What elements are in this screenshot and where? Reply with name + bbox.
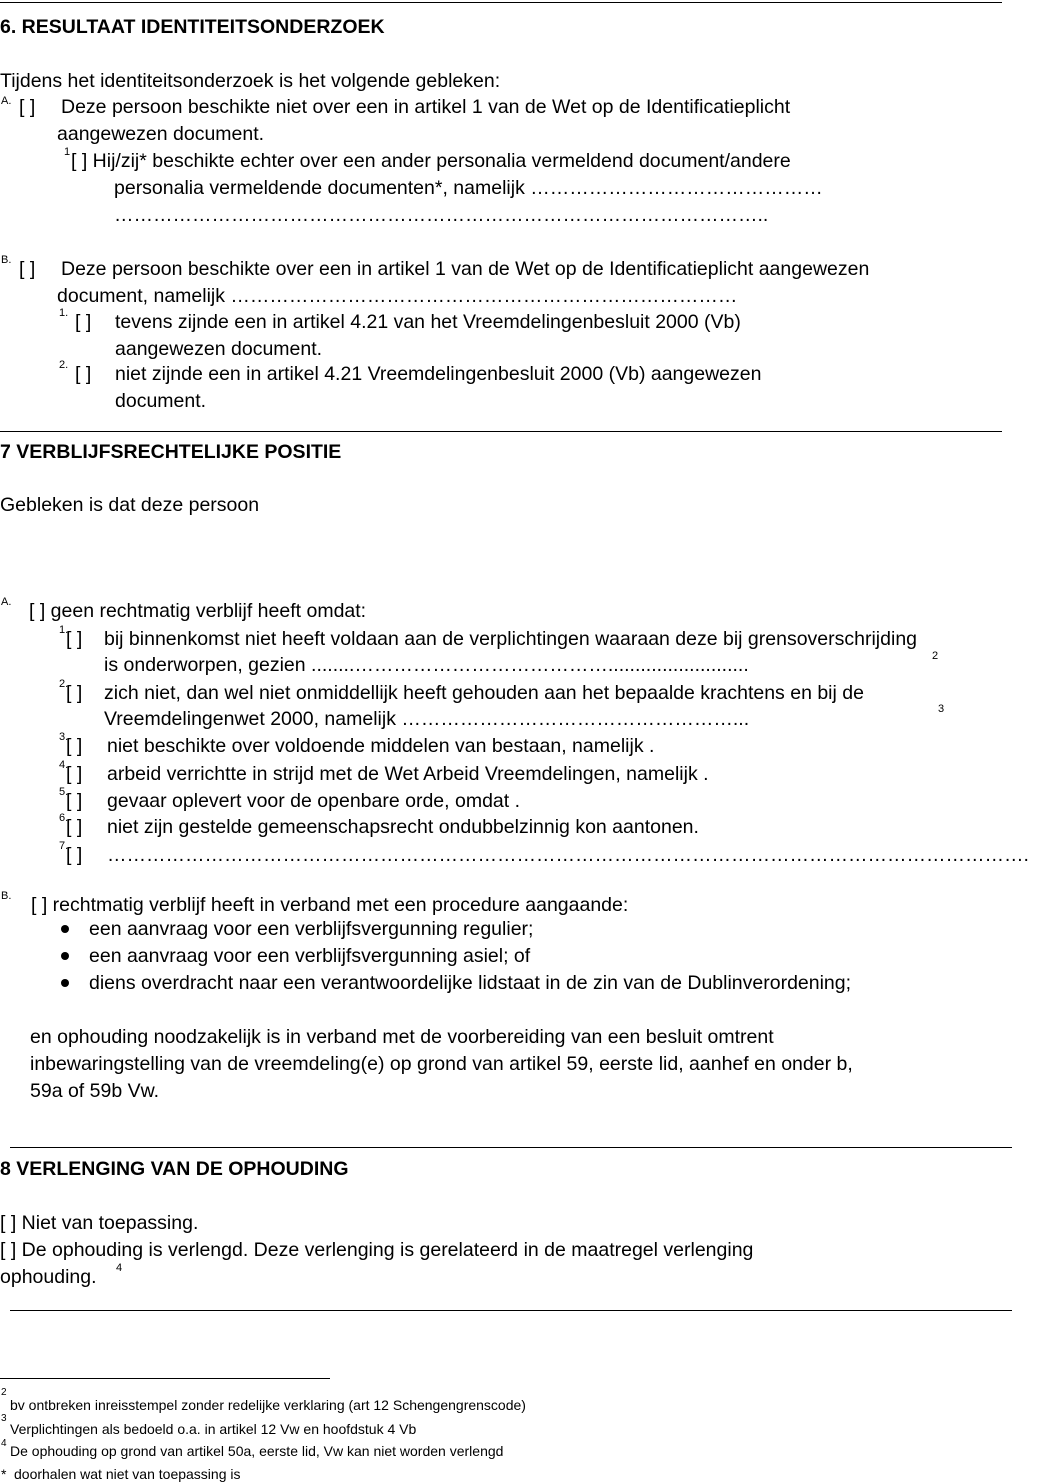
- text-6b-line2: document, namelijk ……………………………………………………………………: [57, 285, 738, 307]
- marker-6a-1: 1: [64, 146, 71, 158]
- checkbox-6b-1[interactable]: [ ]: [75, 311, 92, 333]
- checkbox-6b-2[interactable]: [ ]: [75, 363, 92, 385]
- section-6-intro: Tijdens het identiteitsonderzoek is het volgende gebleken:: [0, 70, 501, 92]
- text-7b-para-line2: inbewaringstelling van de vreemdeling(e) op grond van artikel 59, eerste lid, aanhef en onder b,: [30, 1053, 853, 1075]
- text-7a-7: …………………………………………………………………………………………………………………………….: [107, 844, 1029, 866]
- text-6b-line1: Deze persoon beschikte over een in artikel 1 van de Wet op de Identificatieplicht aangewezen: [61, 258, 870, 280]
- bullet-icon: [61, 925, 69, 933]
- section-7-heading: 7 VERBLIJFSRECHTELIJKE POSITIE: [0, 441, 342, 463]
- text-6b-1-line2: aangewezen document.: [115, 338, 323, 360]
- marker-7a-1: 1.: [59, 624, 69, 636]
- section-7-intro: Gebleken is dat deze persoon: [0, 494, 260, 516]
- top-rule: [0, 2, 1002, 3]
- footnote-3-number: 3: [1, 1413, 7, 1424]
- checkbox-7a-4[interactable]: [ ]: [66, 763, 83, 785]
- marker-6b: B.: [1, 254, 12, 266]
- text-7b-para-line3: 59a of 59b Vw.: [30, 1080, 160, 1102]
- section-8-line2[interactable]: [ ] De ophouding is verlengd. Deze verlenging is gerelateerd in de maatregel verlenging: [0, 1239, 754, 1261]
- text-6a-1-line3: ………………………………………………………………………………………..: [114, 204, 769, 226]
- text-7a-3: niet beschikte over voldoende middelen van bestaan, namelijk .: [107, 735, 655, 757]
- text-6b-2-line2: document.: [115, 390, 207, 412]
- checkbox-7a-1[interactable]: [ ]: [66, 628, 83, 650]
- checkbox-7a-3[interactable]: [ ]: [66, 735, 83, 757]
- marker-7a-2: 2.: [59, 678, 69, 690]
- footnote-2-text: bv ontbreken inreisstempel zonder redelijke verklaring (art 12 Schengengrenscode): [10, 1397, 526, 1413]
- footnote-asterisk-mark: *: [1, 1466, 7, 1482]
- bottom-rule: [10, 1310, 1012, 1311]
- text-7a-6: niet zijn gestelde gemeenschapsrecht ondubbelzinnig kon aantonen.: [107, 816, 699, 838]
- footnote-4-number: 4: [1, 1438, 7, 1449]
- marker-7a-4: 4.: [59, 759, 69, 771]
- checkbox-6a[interactable]: [ ]: [19, 96, 36, 118]
- bullet-item-3: diens overdracht naar een verantwoordelijke lidstaat in de zin van de Dublinverordening;: [89, 972, 852, 994]
- text-7a-2-line2: Vreemdelingenwet 2000, namelijk ……………………………………………...: [104, 708, 750, 730]
- checkbox-7a-7[interactable]: [ ]: [66, 844, 83, 866]
- footnote-3-text: Verplichtingen als bedoeld o.a. in artikel 12 Vw en hoofdstuk 4 Vb: [10, 1421, 417, 1437]
- text-7a-5: gevaar oplevert voor de openbare orde, omdat .: [107, 790, 521, 812]
- marker-6a: A.: [1, 95, 12, 107]
- bullet-icon: [61, 979, 69, 987]
- fnref-7a-2: 3: [938, 703, 945, 715]
- text-7a-1-line2: is onderworpen, gezien ........…………………………………..........................: [104, 654, 749, 676]
- text-7a-1-line1: bij binnenkomst niet heeft voldaan aan de verplichtingen waaraan deze bij grensoverschrijding: [104, 628, 918, 650]
- text-6b-2-line1: niet zijnde een in artikel 4.21 Vreemdelingenbesluit 2000 (Vb) aangewezen: [115, 363, 762, 385]
- section-6-heading: 6. RESULTAAT IDENTITEITSONDERZOEK: [0, 16, 385, 38]
- text-6b-1-line1: tevens zijnde een in artikel 4.21 van het Vreemdelingenbesluit 2000 (Vb): [115, 311, 741, 333]
- text-7b-line1: [ ] rechtmatig verblijf heeft in verband met een procedure aangaande:: [31, 894, 629, 916]
- bullet-item-1: een aanvraag voor een verblijfsvergunning regulier;: [89, 918, 534, 940]
- fnref-8: 4: [116, 1262, 123, 1274]
- section-7-rule: [0, 431, 1002, 432]
- checkbox-7a-6[interactable]: [ ]: [66, 816, 83, 838]
- section-8-line3: ophouding.: [0, 1266, 97, 1288]
- text-6a-1-line2: personalia vermeldende documenten*, namelijk ………………………………………: [114, 177, 823, 199]
- marker-7b: B.: [1, 890, 12, 902]
- marker-7a-5: 5.: [59, 786, 69, 798]
- bullet-item-2: een aanvraag voor een verblijfsvergunning asiel; of: [89, 945, 531, 967]
- section-8-line1[interactable]: [ ] Niet van toepassing.: [0, 1212, 199, 1234]
- marker-7a-7: 7.: [59, 840, 69, 852]
- section-8-rule: [10, 1147, 1012, 1148]
- text-6a-line2: aangewezen document.: [57, 123, 265, 145]
- bullet-icon: [61, 952, 69, 960]
- text-6a-1-line1: [ ] Hij/zij* beschikte echter over een ander personalia vermeldend document/andere: [71, 150, 791, 172]
- text-7a-line1: [ ] geen rechtmatig verblijf heeft omdat:: [29, 600, 367, 622]
- marker-7a-6: 6.: [59, 812, 69, 824]
- checkbox-6b[interactable]: [ ]: [19, 258, 36, 280]
- section-8-heading: 8 VERLENGING VAN DE OPHOUDING: [0, 1158, 349, 1180]
- text-6a-line1: Deze persoon beschikte niet over een in artikel 1 van de Wet op de Identificatieplicht: [61, 96, 791, 118]
- text-7b-para-line1: en ophouding noodzakelijk is in verband met de voorbereiding van een besluit omtrent: [30, 1026, 774, 1048]
- marker-6b-1: 1.: [59, 307, 69, 319]
- fnref-7a-1: 2: [932, 650, 939, 662]
- footnote-separator: [0, 1378, 330, 1379]
- checkbox-7a-2[interactable]: [ ]: [66, 682, 83, 704]
- text-7a-4: arbeid verrichtte in strijd met de Wet Arbeid Vreemdelingen, namelijk .: [107, 763, 709, 785]
- text-7a-2-line1: zich niet, dan wel niet onmiddellijk heeft gehouden aan het bepaalde krachtens en bij de: [104, 682, 864, 704]
- footnote-2-number: 2: [1, 1387, 7, 1398]
- marker-7a-3: 3.: [59, 731, 69, 743]
- marker-6b-2: 2.: [59, 359, 69, 371]
- checkbox-7a-5[interactable]: [ ]: [66, 790, 83, 812]
- footnote-asterisk-text: doorhalen wat niet van toepassing is: [14, 1466, 241, 1482]
- footnote-4-text: De ophouding op grond van artikel 50a, eerste lid, Vw kan niet worden verlengd: [10, 1443, 504, 1459]
- marker-7a: A.: [1, 596, 12, 608]
